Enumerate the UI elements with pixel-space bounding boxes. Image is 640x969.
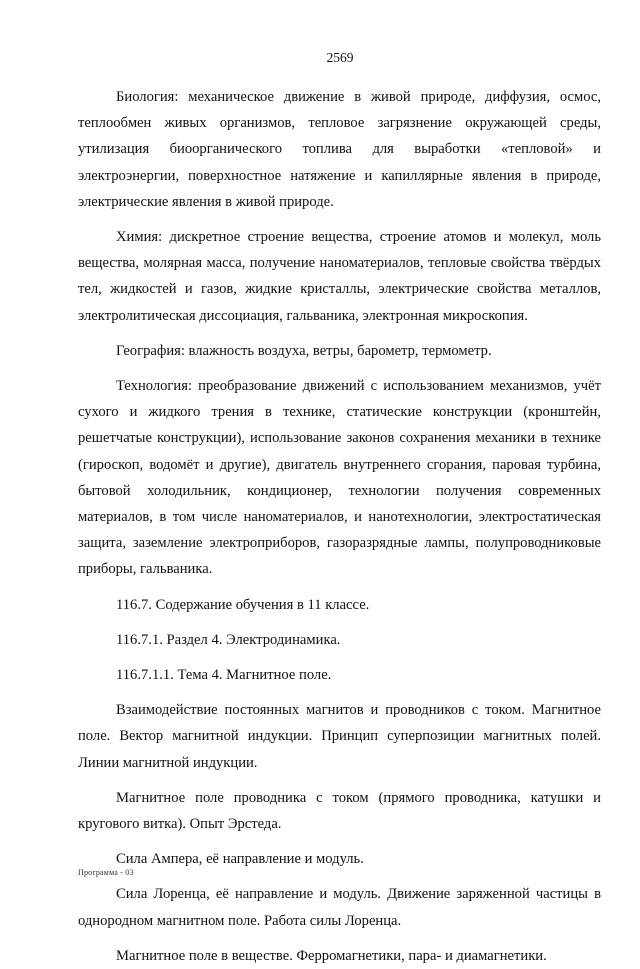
paragraph-biology: Биология: механическое движение в живой природе, диффузия, осмос, теплообмен живых организмов, тепловое загрязнение окружающей среды, утилизация биоорганического топлива для выработки «тепловой» и электроэнергии, поверхностное натяжение и капиллярные явления в природе, электрические явления в живой природе. — [78, 89, 601, 210]
paragraph-conductor-field: Магнитное поле проводника с током (прямого проводника, катушки и кругового витка). Опыт Эрстеда. — [78, 789, 601, 833]
paragraph-ampere-force: Сила Ампера, её направление и модуль. — [116, 851, 364, 868]
paragraph-geography: География: влажность воздуха, ветры, барометр, термометр. — [116, 342, 492, 359]
page-number: 2569 — [326, 50, 354, 65]
section-heading-magnetic-field: 116.7.1.1. Тема 4. Магнитное поле. — [116, 667, 332, 684]
footer-label: Программа - 03 — [78, 868, 134, 877]
paragraph-magnetic-matter: Магнитное поле в веществе. Ферромагнетики, пара- и диамагнетики. — [116, 947, 547, 964]
paragraph-magnet-interaction: Взаимодействие постоянных магнитов и проводников с током. Магнитное поле. Вектор магнитной индукции. Принцип суперпозиции магнитных полей. Линии магнитной индукции. — [78, 702, 601, 771]
document-body — [78, 84, 601, 969]
paragraph-technology: Технология: преобразование движений с использованием механизмов, учёт сухого и жидкого трения в технике, статические конструкции (кронштейн, решетчатые конструкции), использование законов сохранения механики в технике (гироскоп, водомёт и другие), двигатель внутреннего сгорания, паровая турбина, бытовой холодильник, кондиционер, технологии получения современных материалов, в том числе наноматериалов, и нанотехнологии, электростатическая защита, заземление электроприборов, газоразрядные лампы, полупроводниковые приборы, гальваника. — [78, 378, 601, 578]
paragraph-lorentz-force: Сила Лоренца, её направление и модуль. Движение заряженной частицы в однородном магнитном поле. Работа силы Лоренца. — [78, 886, 601, 929]
section-heading-grade-11: 116.7. Содержание обучения в 11 классе. — [116, 596, 370, 613]
paragraph-chemistry: Химия: дискретное строение вещества, строение атомов и молекул, моль вещества, молярная масса, получение наноматериалов, тепловые свойства твёрдых тел, жидкостей и газов, жидкие кристаллы, электрические свойства металлов, электролитическая диссоциация, гальваника, электронная микроскопия. — [78, 229, 601, 324]
section-heading-electrodynamics: 116.7.1. Раздел 4. Электродинамика. — [116, 631, 341, 648]
